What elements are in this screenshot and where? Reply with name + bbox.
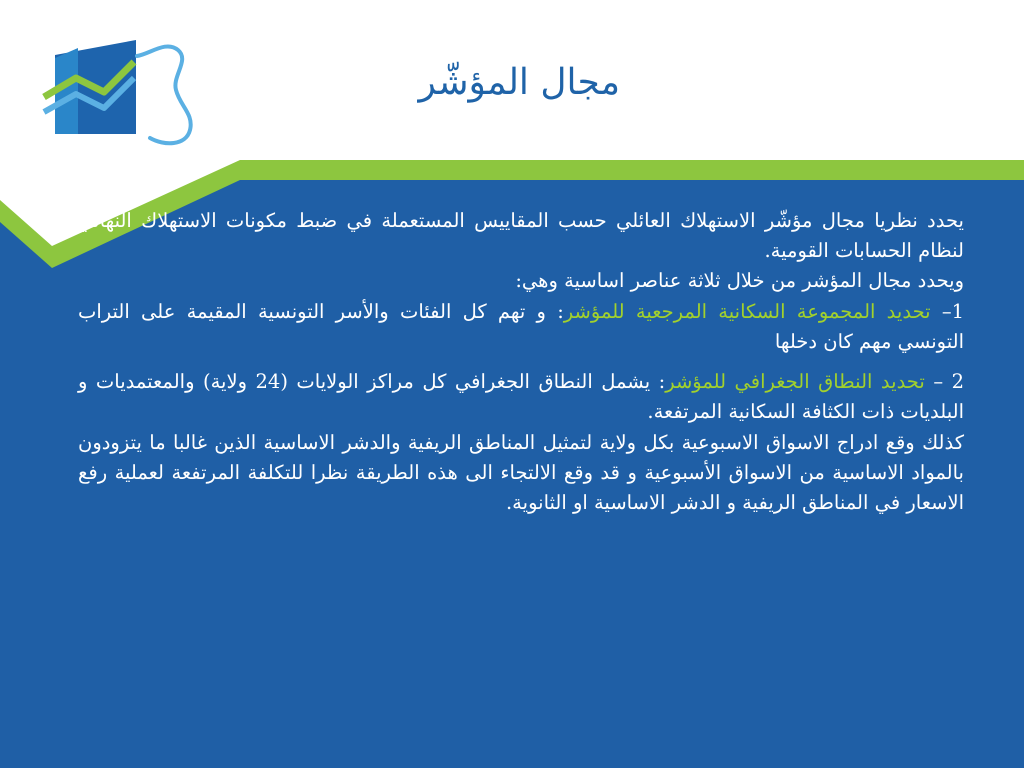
logo-icon bbox=[44, 40, 191, 143]
item-2-number: 2 – bbox=[933, 370, 964, 394]
item-1 bbox=[78, 297, 964, 357]
weekly-markets-paragraph: كذلك وقع ادراج الاسواق الاسبوعية بكل ولاية لتمثيل المناطق الريفية والدشر الاساسية الذين غالبا ما يتزودون بالمواد الاساسية من الاسواق الأسبوعية و قد وقع الالتجاء الى هذه الطريقة نظرا للتكلفة المرتفعة لعملية رفع الاسعار في المناطق الريفية و الدشر الاساسية او الثانوية. bbox=[78, 430, 964, 514]
intro-paragraph: يحدد نظريا مجال مؤشّر الاستهلاك العائلي حسب المقاييس المستعملة في ضبط مكونات الاستهلاك النهائي لنظام الحسابات القومية. bbox=[78, 209, 964, 263]
item-2 bbox=[78, 367, 964, 427]
slide-content bbox=[78, 206, 964, 756]
item-2-text: : يشمل النطاق الجغرافي كل مراكز الولايات (24 ولاية) والمعتمديات و البلديات ذات الكثافة السكانية المرتفعة. bbox=[78, 370, 964, 424]
item-1-text: : و تهم كل الفئات والأسر التونسية المقيمة على التراب التونسي مهم كان دخلها bbox=[78, 299, 964, 353]
item-1-heading: تحديد المجموعة السكانية المرجعية للمؤشر bbox=[563, 299, 931, 323]
item-1-number: 1– bbox=[941, 299, 965, 323]
slide-title: مجال المؤشّر bbox=[418, 62, 620, 103]
item-2-heading: تحديد النطاق الجغرافي للمؤشر bbox=[665, 370, 925, 394]
intro-elements-line: ويحدد مجال المؤشر من خلال ثلاثة عناصر اساسية وهي: bbox=[515, 269, 964, 293]
